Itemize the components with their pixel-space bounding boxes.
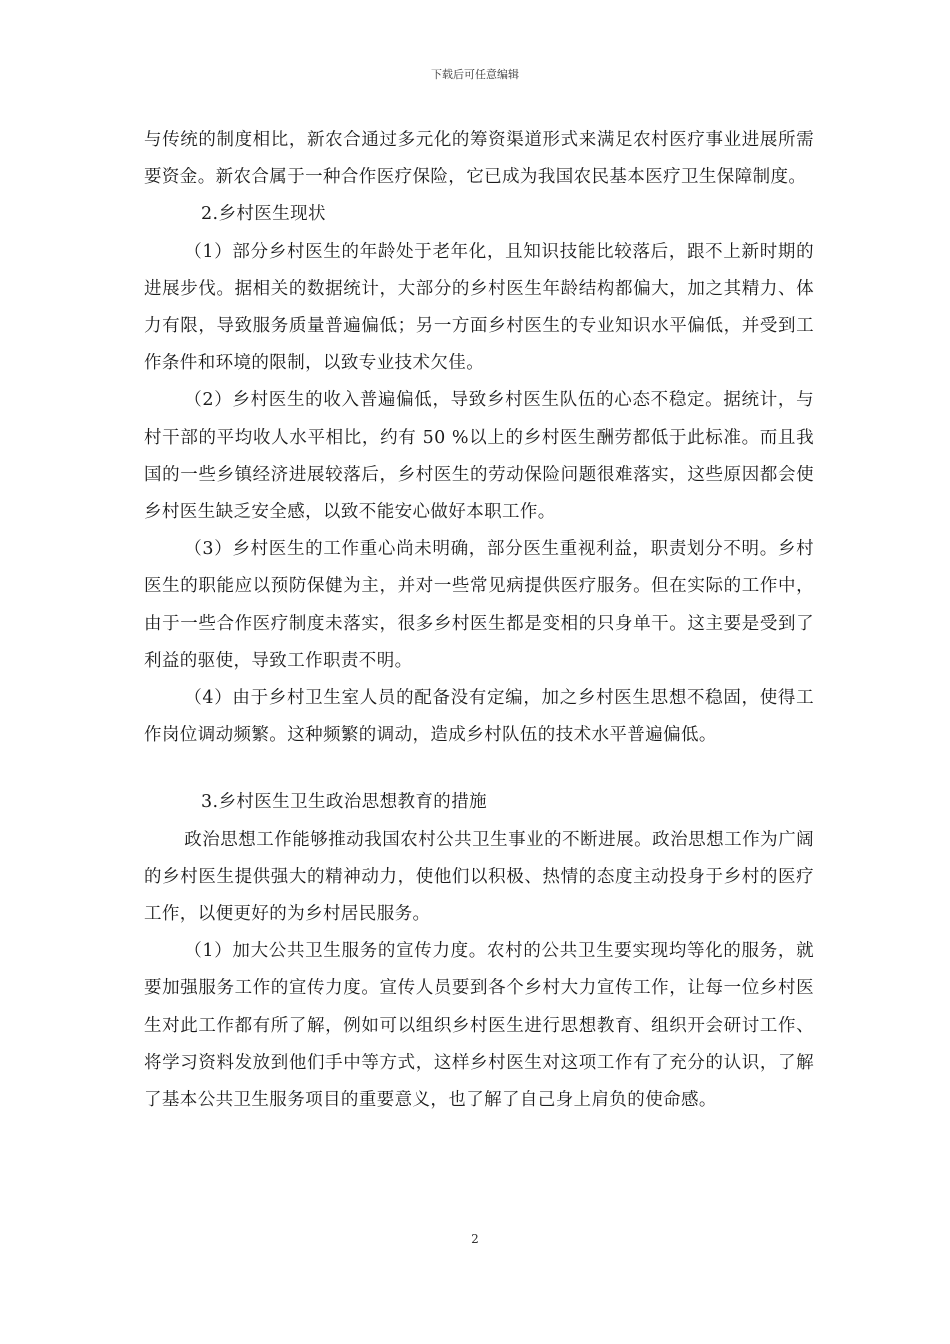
paragraph-item-2: （2）乡村医生的收入普遍偏低，导致乡村医生队伍的心态不稳定。据统计，与村干部的平均收人水平相比，约有 50 %以上的乡村医生酬劳都低于此标准。而且我国的一些乡镇经济进展较落后，乡村医生的劳动保险问题很难落实，这些原因都会使乡村医生缺乏安全感，以致不能安心做好本职工作。 — [144, 390, 814, 523]
section-heading-3: 3.乡村医生卫生政治思想教育的措施 — [201, 792, 487, 813]
paragraph-item-1: （1）部分乡村医生的年龄处于老年化，且知识技能比较落后，跟不上新时期的进展步伐。据相关的数据统计，大部分的乡村医生年龄结构都偏大，加之其精力、体力有限，导致服务质量普遍偏低；另一方面乡村医生的专业知识水平偏低，并受到工作条件和环境的限制，以致专业技术欠佳。 — [144, 241, 814, 374]
paragraph-section3-item-1: （1）加大公共卫生服务的宣传力度。农村的公共卫生要实现均等化的服务，就要加强服务工作的宣传力度。宣传人员要到各个乡村大力宣传工作，让每一位乡村医生对此工作都有所了解，例如可以组织乡村医生进行思想教育、组织开会研讨工作、将学习资料发放到他们手中等方式，这样乡村医生对这项工作有了充分的认识，了解了基本公共卫生服务项目的重要意义，也了解了自己身上肩负的使命感。 — [144, 941, 814, 1111]
paragraph-item-3: （3）乡村医生的工作重心尚未明确，部分医生重视利益，职责划分不明。乡村医生的职能应以预防保健为主，并对一些常见病提供医疗服务。但在实际的工作中，由于一些合作医疗制度未落实，很多乡村医生都是变相的只身单干。这主要是受到了利益的驱使，导致工作职责不明。 — [144, 539, 814, 671]
paragraph-section3-intro: 政治思想工作能够推动我国农村公共卫生事业的不断进展。政治思想工作为广阔的乡村医生提供强大的精神动力，使他们以积极、热情的态度主动投身于乡村的医疗工作，以便更好的为乡村居民服务。 — [144, 829, 814, 925]
page-number: 2 — [471, 1232, 479, 1246]
document-body — [144, 122, 814, 1119]
page-header: 下载后可任意编辑 — [431, 68, 519, 81]
paragraph-intro: 与传统的制度相比，新农合通过多元化的筹资渠道形式来满足农村医疗事业进展所需要资金。新农合属于一种合作医疗保险，它已成为我国农民基本医疗卫生保障制度。 — [144, 130, 814, 188]
section-heading-2: 2.乡村医生现状 — [201, 204, 326, 225]
section-gap — [144, 754, 814, 784]
paragraph-item-4: （4）由于乡村卫生室人员的配备没有定编，加之乡村医生思想不稳固，使得工作岗位调动频繁。这种频繁的调动，造成乡村队伍的技术水平普遍偏低。 — [144, 688, 814, 746]
